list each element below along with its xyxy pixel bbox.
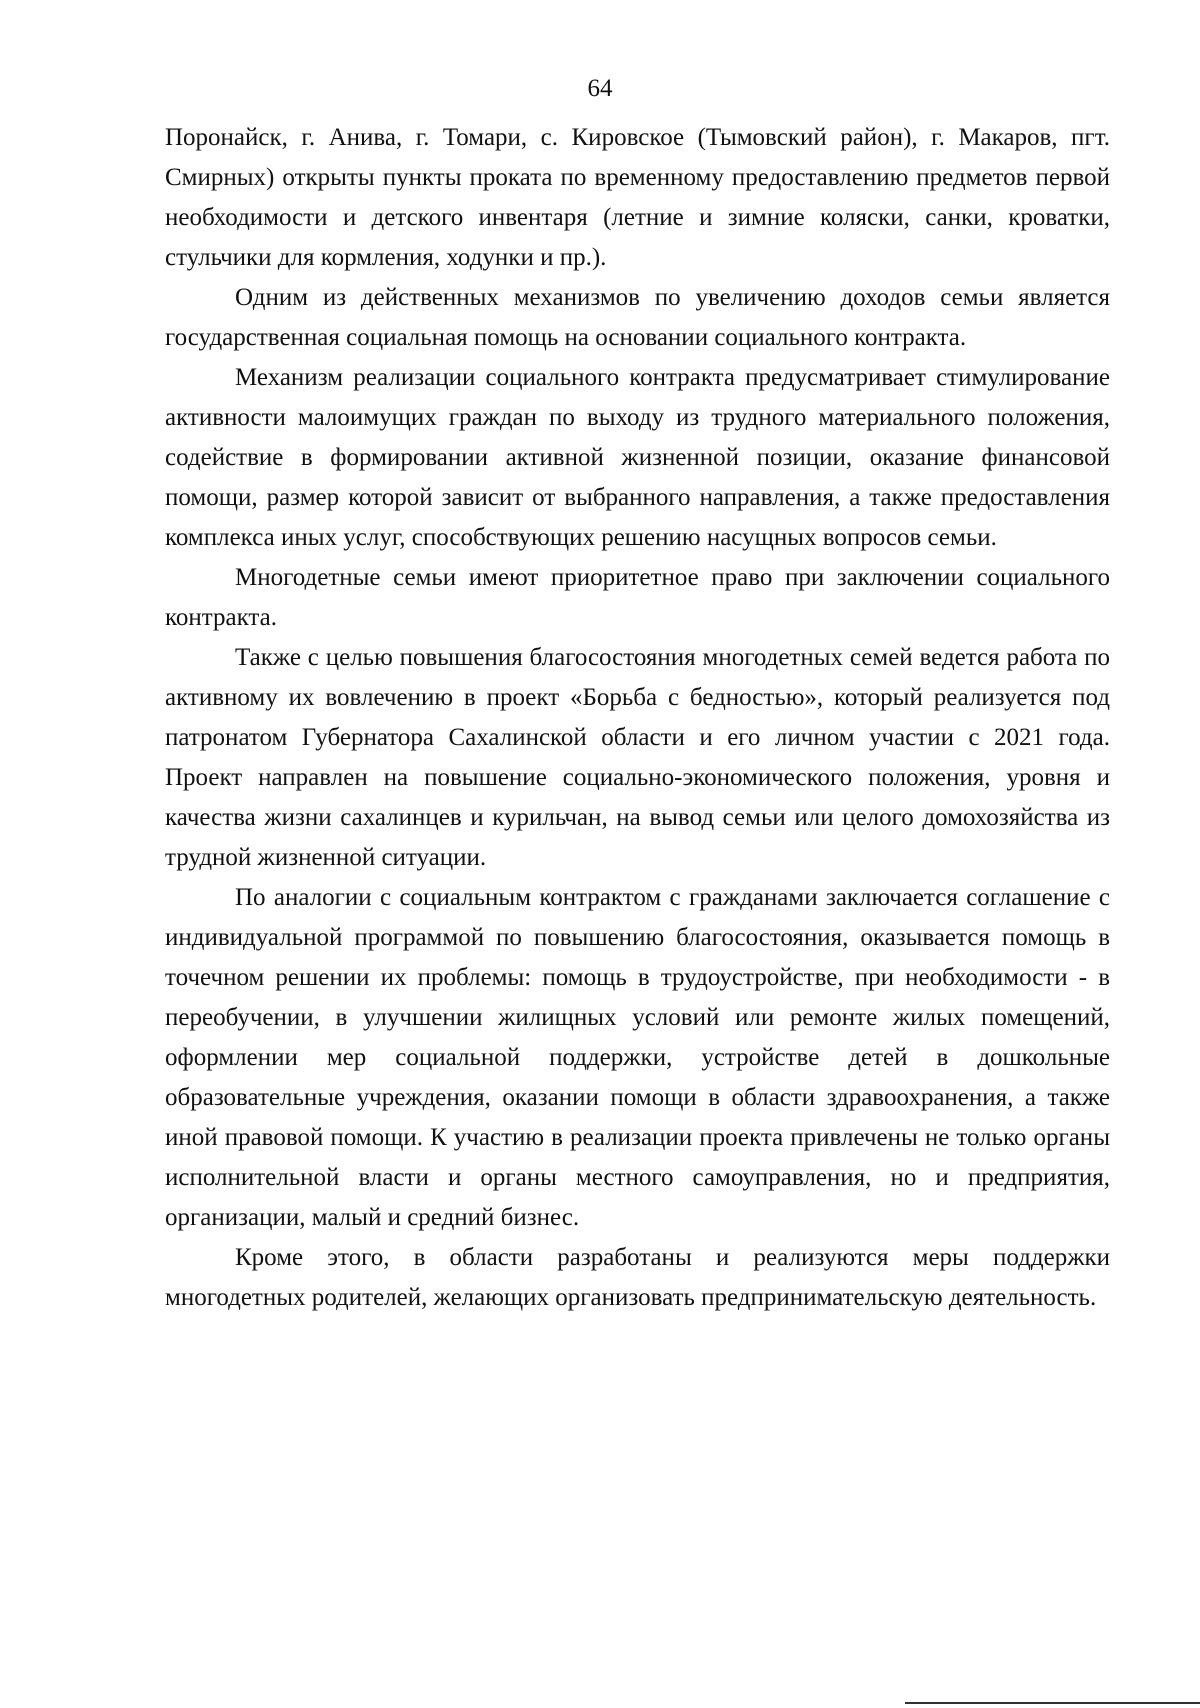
paragraph-large-families-priority: Многодетные семьи имеют приоритетное право при заключении социального контракта. bbox=[165, 564, 1110, 631]
paragraph-social-contract-mechanism: Механизм реализации социального контракта предусматривает стимулирование активности малоимущих граждан по выходу из трудного материального положения, содействие в формировании активной жизненной позиции, оказание финансовой помощи, размер которой зависит от выбранного направления, а также предоставления комплекса иных услуг, способствующих решению насущных вопросов семьи. bbox=[165, 364, 1110, 551]
paragraph-social-contract-intro: Одним из действенных механизмов по увеличению доходов семьи является государственная социальная помощь на основании социального контракта. bbox=[165, 284, 1110, 351]
paragraph-poverty-project: Также с целью повышения благосостояния многодетных семей ведется работа по активному их вовлечению в проект «Борьба с бедностью», который реализуется под патронатом Губернатора Сахалинской области и его личном участии с 2021 года. Проект направлен на повышение социально-экономического положения, уровня и качества жизни сахалинцев и курильчан, на вывод семьи или целого домохозяйства из трудной жизненной ситуации. bbox=[165, 644, 1110, 871]
paragraph-continuation: Поронайск, г. Анива, г. Томари, с. Кировское (Тымовский район), г. Макаров, пгт. Смирных) открыты пункты проката по временному предоставлению предметов первой необходимости и детского инвентаря (летние и зимние коляски, санки, кроватки, стульчики для кормления, ходунки и пр.). bbox=[165, 124, 1110, 271]
paragraph-entrepreneurship-support: Кроме этого, в области разработаны и реализуются меры поддержки многодетных родителей, желающих организовать предпринимательскую деятельность. bbox=[165, 1244, 1110, 1311]
page-bottom-rule bbox=[905, 1702, 1200, 1704]
paragraph-individual-program: По аналогии с социальным контрактом с гражданами заключается соглашение с индивидуальной программой по повышению благосостояния, оказывается помощь в точечном решении их проблемы: помощь в трудоустройстве, при необходимости - в переобучении, в улучшении жилищных условий или ремонте жилых помещений, оформлении мер социальной поддержки, устройстве детей в дошкольные образовательные учреждения, оказании помощи в области здравоохранения, а также иной правовой помощи. К участию в реализации проекта привлечены не только органы исполнительной власти и органы местного самоуправления, но и предприятия, организации, малый и средний бизнес. bbox=[165, 884, 1110, 1231]
document-body bbox=[165, 118, 1110, 1318]
page-number: 64 bbox=[587, 75, 613, 102]
